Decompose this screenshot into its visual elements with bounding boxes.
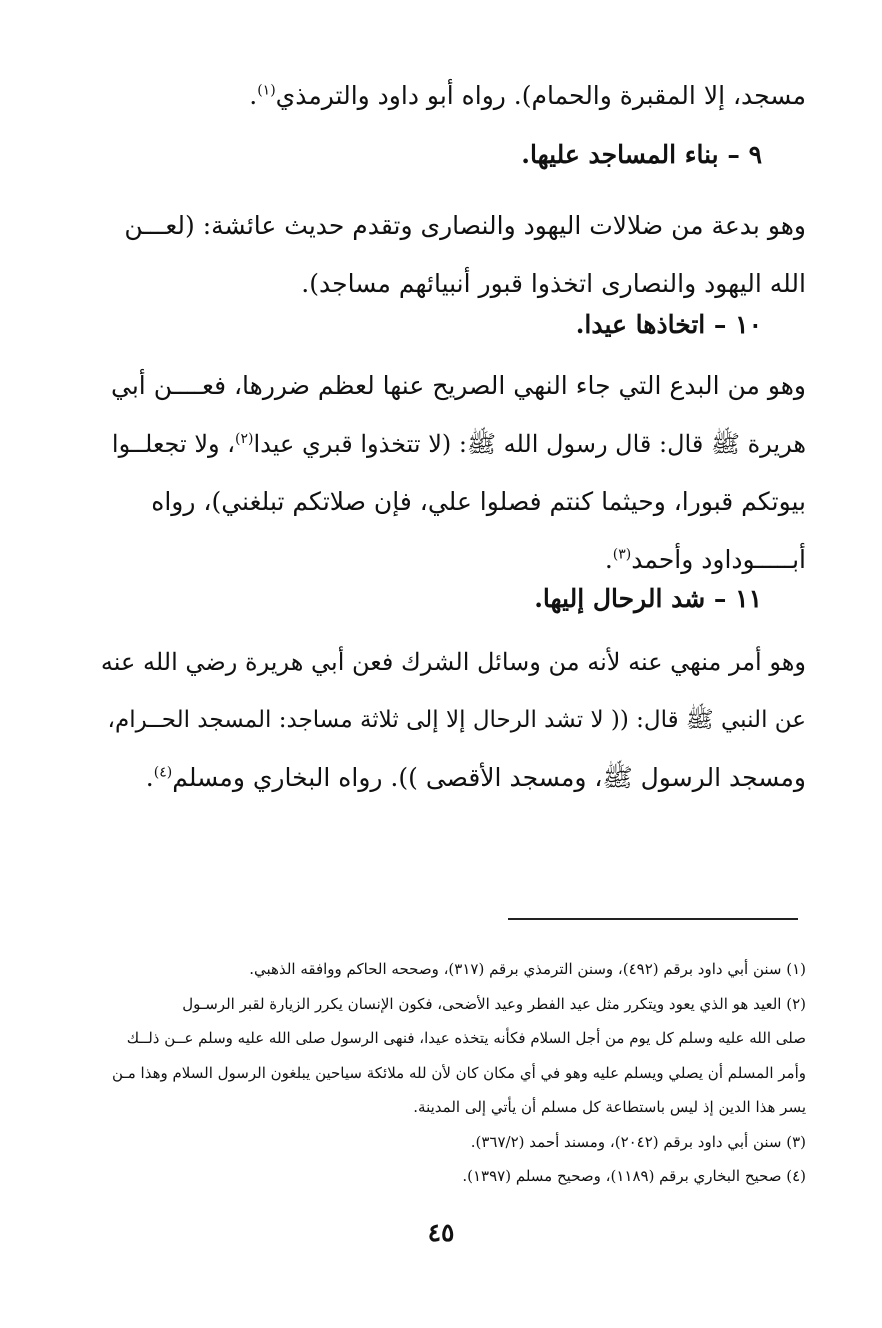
text-span: . [604,545,613,574]
footnote-ref-1: (١) [257,82,276,99]
paragraph-10 [100,356,806,588]
text-span: . [249,81,258,110]
text-line [100,530,806,588]
text-line: عن النبي ﷺ قال: (( لا تشد الرحال إلا إلى ثلاثة مساجد: المسجد الحــرام، [107,707,806,733]
text-line [100,748,806,806]
footnote-ref-3: (٣) [612,546,632,563]
text-span: ومسجد الرسول ﷺ، ومسجد الأقصى )). رواه البخاري ومسلم [172,763,806,792]
text-span: ، ولا تجعلــوا [111,430,236,458]
footnote-line: صلى الله عليه وسلم كل يوم من أجل السلام فكأنه يتخذه عيدا، فنهى الرسول صلى الله عليه وسلم عــن ذلــك [126,1029,806,1047]
footnotes [100,952,806,1194]
text-line [100,66,806,124]
text-line: وهو بدعة من ضلالات اليهود والنصارى وتقدم حديث عائشة: (لعـــن [124,211,806,240]
footnote-line: (٢) العيد هو الذي يعود ويتكرر مثل عيد الفطر وعيد الأضحى، فكون الإنسان يكرر الزيارة لقبر الرسـول [182,994,806,1013]
text-span: أبـــــوداود وأحمد [631,545,806,574]
text-line: الله اليهود والنصارى اتخذوا قبور أنبيائهم مساجد). [301,269,806,298]
section-heading-10: ١٠ – اتخاذها عيدا. [575,310,762,339]
text-span: مسجد، إلا المقبرة والحمام). رواه أبو داود والترمذي [275,81,806,110]
footnote-line: (١) سنن أبي داود برقم (٤٩٢)، وسنن الترمذي برقم (٣١٧)، وصححه الحاكم ووافقه الذهبي. [249,960,806,978]
footnote-ref-2: (٢) [235,431,254,447]
footnote-line: (٤) صحيح البخاري برقم (١١٨٩)، وصحيح مسلم (١٣٩٧). [462,1167,806,1185]
section-heading-11: ١١ – شد الرحال إليها. [534,584,762,613]
page-number: ٤٥ [427,1218,455,1247]
footnote-line: يسر هذا الدين إذ ليس باستطاعة كل مسلم أن يأتي إلى المدينة. [413,1098,806,1116]
paragraph-continuation [100,66,806,124]
footnote-line: وأمر المسلم أن يصلي ويسلم عليه وهو في أي مكان كان لأن لله ملائكة سياحين يبلغون الرسول السلام وهذا مـن [111,1063,806,1082]
footnote-separator [508,918,798,920]
text-line: وهو من البدع التي جاء النهي الصريح عنها لعظم ضررها، فعــــن أبي [111,371,806,400]
paragraph-11 [100,632,806,806]
section-heading-9: ٩ – بناء المساجد عليها. [521,140,762,169]
text-span: . [145,763,154,792]
text-line [100,414,806,472]
text-line: بيوتكم قبورا، وحيثما كنتم فصلوا علي، فإن صلاتكم تبلغني)، رواه [151,487,806,516]
footnote-line: (٣) سنن أبي داود برقم (٢٠٤٢)، ومسند أحمد (٣٦٧/٢). [470,1132,806,1151]
footnote-ref-4: (٤) [153,764,173,781]
text-line: وهو أمر منهي عنه لأنه من وسائل الشرك فعن أبي هريرة رضي الله عنه [100,648,806,676]
text-span: هريرة ﷺ قال: قال رسول الله ﷺ: (لا تتخذوا قبري عيدا [253,430,806,458]
paragraph-9 [100,196,806,312]
